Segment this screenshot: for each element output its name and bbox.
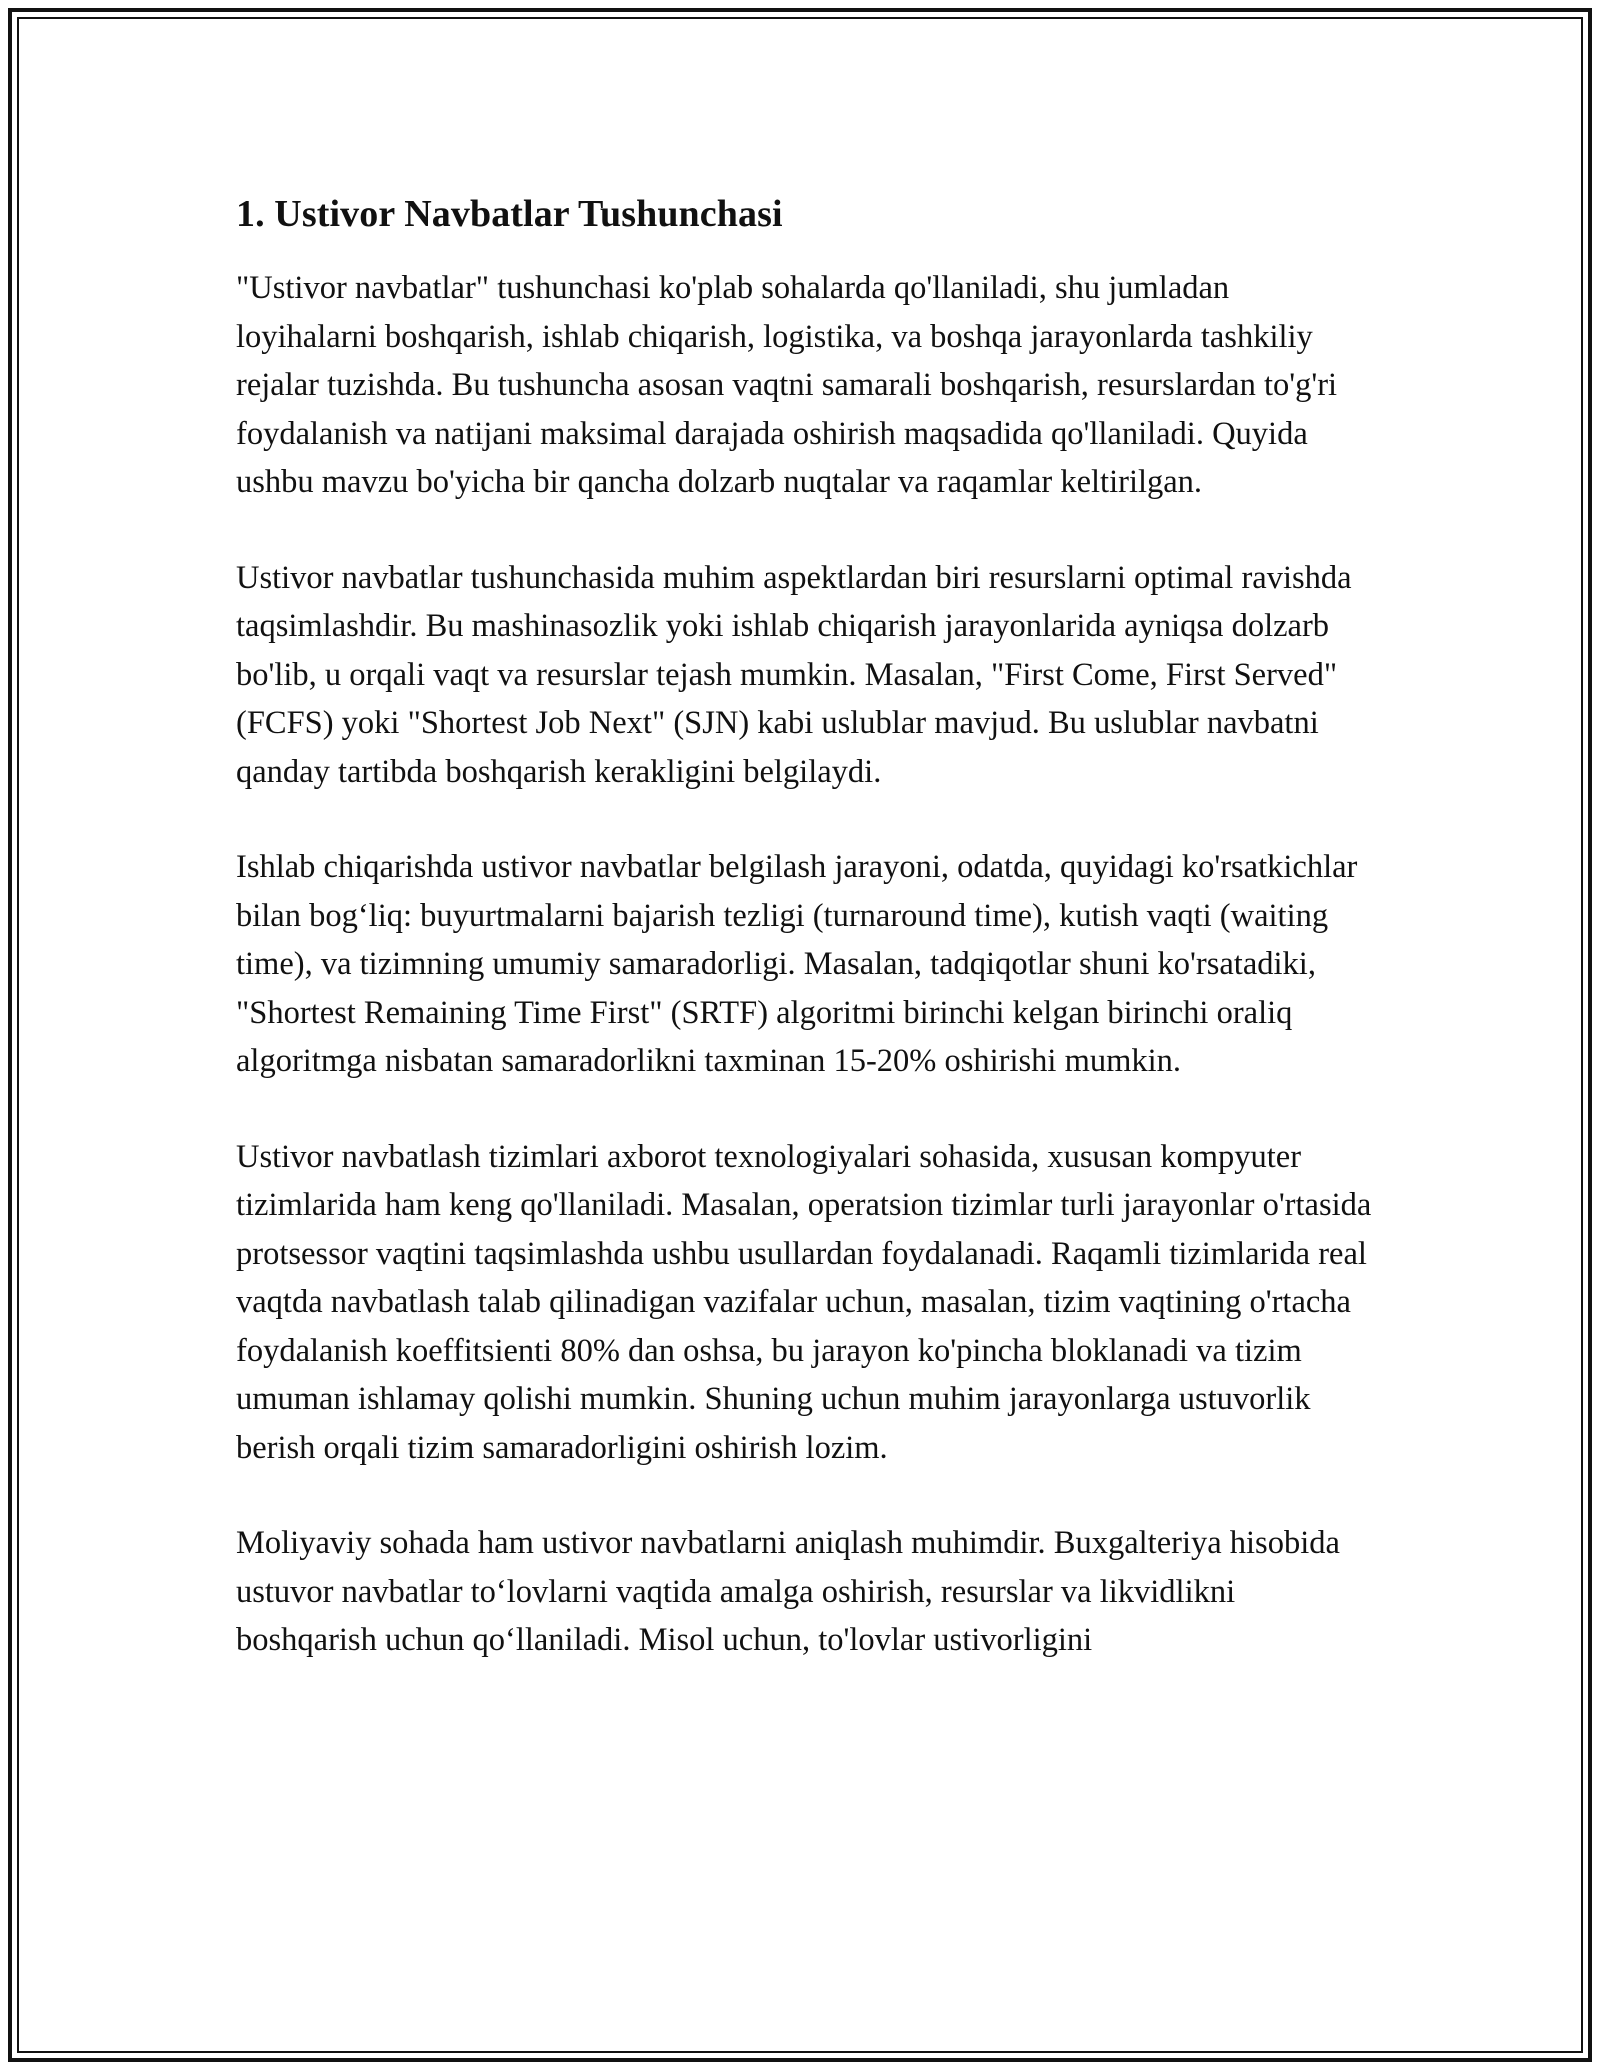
document-body bbox=[236, 188, 1376, 1712]
section-heading: 1. Ustivor Navbatlar Tushunchasi bbox=[236, 193, 783, 235]
paragraph-3: Ishlab chiqarishda ustivor navbatlar belgilash jarayoni, odatda, quyidagi ko'rsatkichlar bilan bog‘liq: buyurtmalarni bajarish tezligi (turnaround time), kutish vaqti (waiting time), va tizimning umumiy samaradorligi. Masalan, tadqiqotlar shuni ko'rsatadiki, "Shortest Remaining Time First" (SRTF) algoritmi birinchi kelgan birinchi oraliq algoritmga nisbatan samaradorlikni taxminan 15-20% oshirishi mumkin. bbox=[236, 849, 1358, 1079]
paragraph-5: Moliyaviy sohada ham ustivor navbatlarni aniqlash muhimdir. Buxgalteriya hisobida ustuvor navbatlar to‘lovlarni vaqtida amalga oshirish, resurslar va likvidlikni boshqarish uchun qo‘llaniladi. Misol uchun, to'lovlar ustivorligini bbox=[236, 1525, 1340, 1658]
paragraph-2: Ustivor navbatlar tushunchasida muhim aspektlardan biri resurslarni optimal ravishda taqsimlashdir. Bu mashinasozlik yoki ishlab chiqarish jarayonlarida ayniqsa dolzarb bo'lib, u orqali vaqt va resurslar tejash mumkin. Masalan, "First Come, First Served" (FCFS) yoki "Shortest Job Next" (SJN) kabi uslublar mavjud. Bu uslublar navbatni qanday tartibda boshqarish kerakligini belgilaydi. bbox=[236, 559, 1352, 790]
paragraph-1: "Ustivor navbatlar" tushunchasi ko'plab sohalarda qo'llaniladi, shu jumladan loyihalarni boshqarish, ishlab chiqarish, logistika, va boshqa jarayonlarda tashkiliy rejalar tuzishda. Bu tushuncha asosan vaqtni samarali boshqarish, resurslardan to'g'ri foydalanish va natijani maksimal darajada oshirish maqsadida qo'llaniladi. Quyida ushbu mavzu bo'yicha bir qancha dolzarb nuqtalar va raqamlar keltirilgan. bbox=[236, 270, 1338, 500]
paragraph-4: Ustivor navbatlash tizimlari axborot texnologiyalari sohasida, xususan kompyuter tizimlarida ham keng qo'llaniladi. Masalan, operatsion tizimlar turli jarayonlar o'rtasida protsessor vaqtini taqsimlashda ushbu usullardan foydalanadi. Raqamli tizimlarida real vaqtda navbatlash talab qilinadigan vazifalar uchun, masalan, tizim vaqtining o'rtacha foydalanish koeffitsienti 80% dan oshsa, bu jarayon ko'pincha bloklanadi va tizim umuman ishlamay qolishi mumkin. Shuning uchun muhim jarayonlarga ustuvorlik berish orqali tizim samaradorligini oshirish lozim. bbox=[236, 1138, 1372, 1466]
